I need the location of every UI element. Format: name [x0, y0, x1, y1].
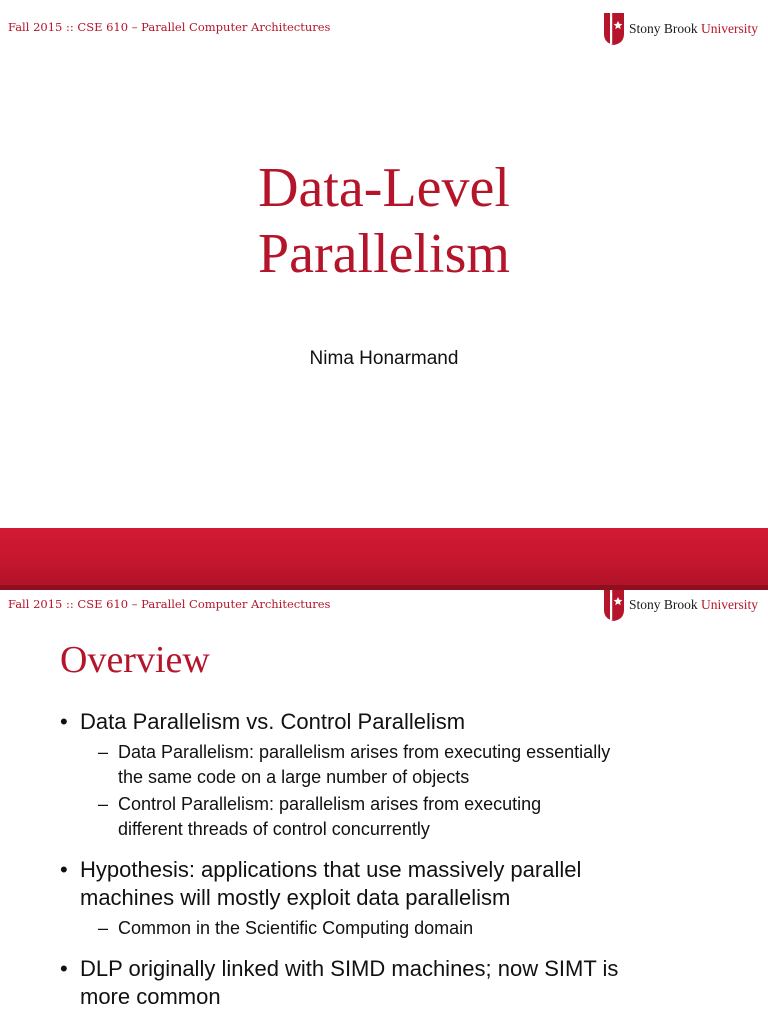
course-label: Fall 2015 :: CSE 610 – Parallel Computer Architectures: [8, 20, 331, 34]
shield-star-icon: [603, 12, 625, 46]
bullet-line: machines will mostly exploit data parallelism: [80, 885, 511, 910]
sub-bullet-item: [60, 792, 760, 842]
logo-university: University: [701, 597, 758, 612]
slide-title: [0, 155, 768, 287]
sub-bullet-item: [60, 740, 760, 790]
bullet-line: DLP originally linked with SIMD machines; now SIMT is: [80, 956, 619, 981]
shield-star-icon: [603, 590, 625, 622]
slide-header: [0, 0, 768, 56]
title-line-1: Data-Level: [258, 157, 510, 219]
sub-bullet-line: Control Parallelism: parallelism arises from executing: [118, 794, 542, 814]
sub-bullet-dash: –: [98, 918, 109, 938]
title-line-2: Parallelism: [258, 223, 510, 285]
bullet-item: [60, 955, 760, 1011]
bullet-dot: •: [60, 709, 68, 734]
sub-bullet-dash: –: [98, 794, 109, 814]
logo-university: University: [701, 21, 758, 36]
author-name: Nima Honarmand: [309, 348, 459, 369]
sub-bullet-group: [60, 916, 760, 941]
sub-bullet-line: Common in the Scientific Computing domain: [118, 918, 474, 938]
sub-bullet-line: different threads of control concurrently: [118, 819, 430, 839]
bullet-line: more common: [80, 984, 221, 1009]
slide-heading: Overview: [60, 639, 210, 681]
bullet-list: [60, 708, 760, 1023]
sub-bullet-dash: –: [98, 742, 109, 762]
red-footer-band: [0, 528, 768, 590]
bullet-item: [60, 708, 760, 736]
logo-brand: Stony Brook: [628, 597, 698, 612]
logo-wordmark: [629, 21, 758, 37]
university-logo: [603, 12, 758, 46]
sub-bullet-item: [60, 916, 760, 941]
sub-bullet-line: the same code on a large number of objects: [118, 767, 470, 787]
logo-brand: Stony Brook: [628, 21, 698, 36]
bullet-text: Data Parallelism vs. Control Parallelism: [80, 709, 466, 734]
course-label: Fall 2015 :: CSE 610 – Parallel Computer Architectures: [8, 597, 331, 611]
bullet-dot: •: [60, 956, 68, 981]
sub-bullet-group: [60, 740, 760, 842]
university-logo: [603, 590, 758, 622]
sub-bullet-line: Data Parallelism: parallelism arises from executing essentially: [118, 742, 611, 762]
logo-wordmark: [629, 597, 758, 613]
bullet-line: Hypothesis: applications that use massively parallel: [80, 857, 582, 882]
bullet-dot: •: [60, 857, 68, 882]
bullet-item: [60, 856, 760, 912]
overview-slide: [0, 590, 768, 1024]
